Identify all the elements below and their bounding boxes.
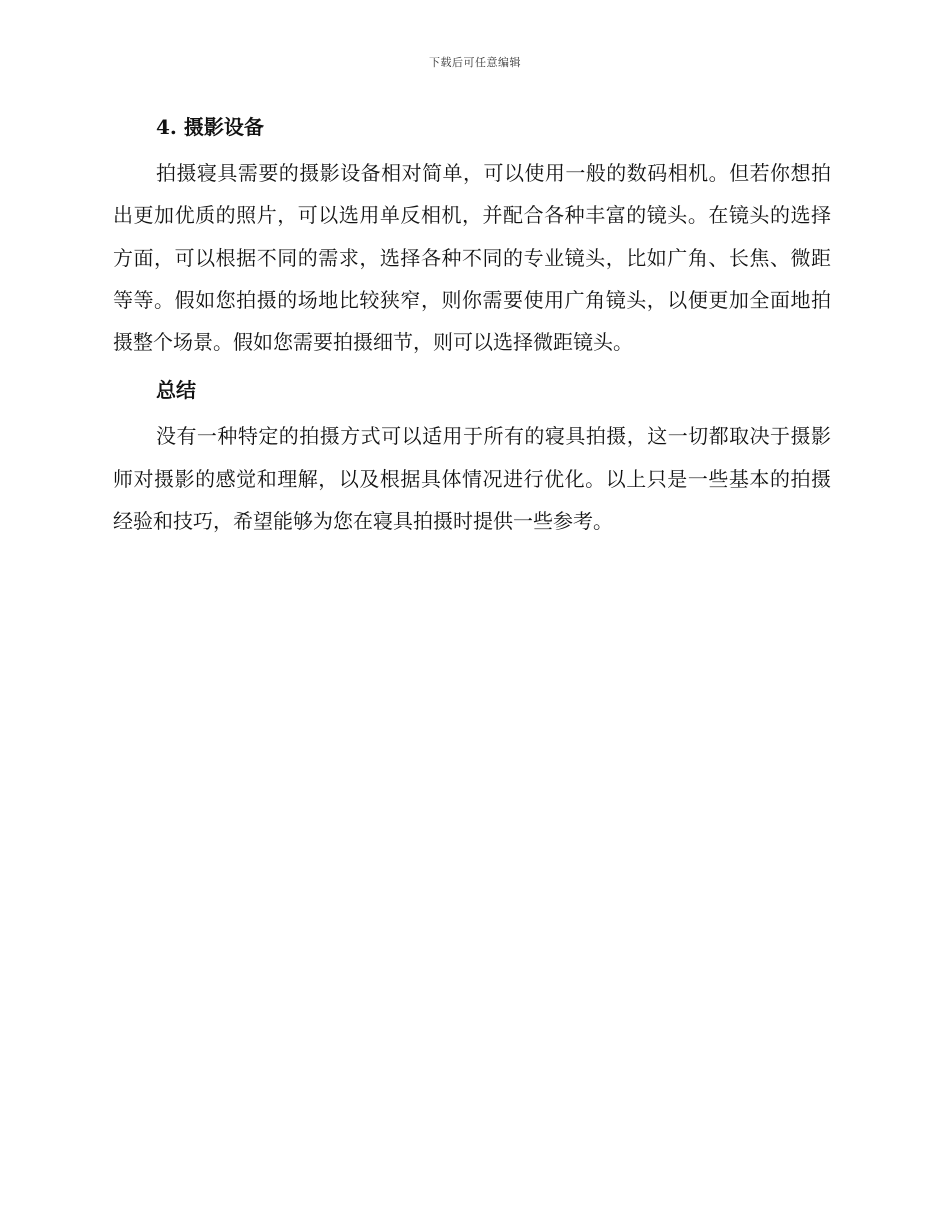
document-body — [113, 108, 831, 546]
section-paragraph: 没有一种特定的拍摄方式可以适用于所有的寝具拍摄，这一切都取决于摄影师对摄影的感觉和理解，以及根据具体情况进行优化。以上只是一些基本的拍摄经验和技巧，希望能够为您在寝具拍摄时提供一些参考。 — [113, 424, 831, 534]
section-heading: 4. 摄影设备 — [156, 115, 264, 139]
section-heading: 总结 — [156, 378, 196, 403]
section-photography-equipment — [113, 108, 831, 363]
section-summary — [113, 371, 831, 542]
page-header-note: 下载后可任意编辑 — [429, 56, 521, 69]
section-paragraph: 拍摄寝具需要的摄影设备相对简单，可以使用一般的数码相机。但若你想拍出更加优质的照片，可以选用单反相机，并配合各种丰富的镜头。在镜头的选择方面，可以根据不同的需求，选择各种不同的专业镜头，比如广角、长焦、微距等等。假如您拍摄的场地比较狭窄，则你需要使用广角镜头，以便更加全面地拍摄整个场景。假如您需要拍摄细节，则可以选择微距镜头。 — [113, 161, 831, 355]
